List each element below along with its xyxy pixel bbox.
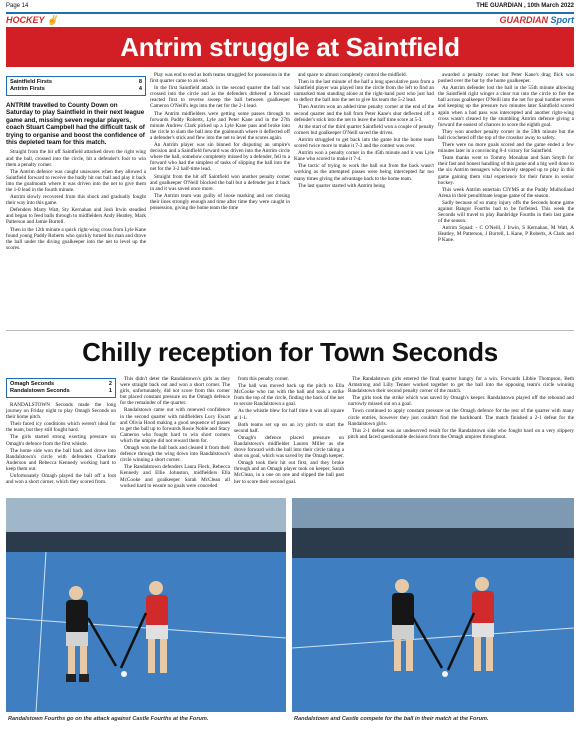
paragraph: and space to almost completely control the midfield. bbox=[298, 72, 407, 78]
paragraph: The Randalstown defenders Laura Fleck, Rebecca Kennedy and Ellie Johnston, midfielders Ella McCooke and goalkeeper Sarah McClean all worked hard to ensure no goals were conceded bbox=[120, 464, 230, 489]
headline-antrim: Antrim struggle at Saintfield bbox=[6, 27, 574, 67]
paragraph: Antrim struggled to get back into the game but the home team scored twice more to make it 7-3 and the contest was over. bbox=[294, 136, 434, 150]
paragraph: Both teams set up on an icy pitch to start the second half. bbox=[234, 421, 344, 434]
article1-lead: ANTRIM travelled to County Down on Saturday to play Saintfield in their next league game and, missing seven regular players, coach Stuart Campbell had the difficult task of trying to organise and boost the confidence of this depleted team for this match. bbox=[6, 102, 145, 147]
paragraph: They won another penalty corner in the 59th minute but the ball ricocheted off the top of the crossbar away to safety. bbox=[438, 128, 574, 141]
score-box: Saintfield Firsts 8 Antrim Firsts 4 bbox=[6, 76, 146, 96]
article2-column-1 bbox=[6, 376, 116, 498]
caption-photo-1: Randalstown Fourths go on the attack against Castle Fourths at the Forum. bbox=[8, 716, 209, 722]
paragraph: The ball was moved back up the pitch to Ella McCooke who ran with the ball and took a strike from the top of the circle, finding the back of the net to secure Randalstown a goal. bbox=[234, 383, 344, 408]
article-antrim bbox=[6, 72, 574, 322]
paragraph: Then in the last minute of the half a long speculative pass from a Saintfield player was played into the circle from the left to find an unmarked man standing alone at the right-hand post who just had to deflect the ball into the net to give his team the 5-2 lead. bbox=[294, 79, 434, 104]
guardian-sport-logo: GUARDIAN Sport bbox=[499, 15, 574, 25]
paragraph: Town continued to apply constant pressure on the Omagh defence for the rest of the quarter with many circle entries, however they just couldn't find the backboard. The match finished a 2-1 defeat for the Randalstown girls. bbox=[348, 408, 574, 427]
paragraph: The Antrim defence was caught unawares when they allowed a Saintfield forward to receive the badly hit out ball and play it back into the goalmouth where it was driven into the net to give them the 1-0 lead in the fourth minute. bbox=[6, 168, 146, 193]
paragraph: This didn't deter the Randalstown's girls as they were straight back out and won a short corner. The girls, unfortunately, did not score from this corner but placed constant pressure on the Omagh defence for the remainder of the quarter. bbox=[120, 376, 230, 407]
paragraph: Straight from the hit off Saintfield attacked down the right wing and the ball, crossed into the circle, hit a defender's foot to win them a penalty corner. bbox=[6, 149, 146, 168]
photo-hockey-attack bbox=[6, 498, 286, 712]
paragraph: The girls took the strike which was saved by Omagh's keeper. Randalstown played off the rebound and narrowly missed out on a goal. bbox=[348, 395, 574, 408]
paragraph: Antrim Squad: - C O'Neill, J Irwin, S Kernahan, M Watt, A Heatley, M Patterson, J Burrell, L Kane, P Roberts, A Clark and P Kane. bbox=[438, 225, 574, 244]
article2-column-2 bbox=[120, 376, 230, 498]
paragraph: Omagh's defence placed pressure on Randalstown's midfielder Lauren Miller as she drove forward with the ball into their circle taking a shot on goal, which was saved by the Omagh keeper. bbox=[234, 434, 344, 460]
hockey-logo: HOCKEY ✌ bbox=[6, 15, 59, 25]
paragraph: Play was end to end as both teams struggled for possession in the first quarter came to an end. bbox=[150, 72, 290, 85]
paragraph: Randalstown came out with renewed confidence in the second quarter with midfielders Lucy Ewart and Olivia Hood making a good sequence of passes to get the ball up to forwards Rosie Noble and Stacy Cameron who fought hard to win short corners which the umpire did not reward them for. bbox=[120, 407, 230, 444]
article1-column-4 bbox=[438, 72, 574, 322]
page-number: Page 14 bbox=[6, 3, 29, 9]
photo-hockey-compete bbox=[292, 498, 574, 712]
article-town-seconds bbox=[6, 376, 574, 496]
section-divider bbox=[6, 330, 574, 331]
paragraph: Omagh took their hit out first, and they broke through and an Omagh player took on keeper, Sarah McClean, in a one on one and slipped the ball past her to score their second goal. bbox=[234, 460, 344, 485]
score-box-2: Omagh Seconds 2 Randalstown Seconds 1 bbox=[6, 378, 116, 398]
paragraph: RANDALSTOWN Seconds made the long journey on Friday night to play Omagh Seconds on their home pitch. bbox=[6, 402, 116, 421]
paragraph: An Antrim defender lost the ball in the 55th minute allowing the Saintfield right winger a clear run into the circle to fire the ball across goalkeeper O'Neill into the net for goal number seven and keeping up the pressure two minutes later Saintfield scored again when a bad pass was intercepted and another right-wing cross wasn't cleared by the stumbling Antrim defence giving a forward the easiest of chances to score the eighth goal. bbox=[438, 85, 574, 128]
paragraph: The last quarter started with Antrim being bbox=[298, 182, 386, 189]
photo-hockey-compete-image bbox=[292, 498, 574, 712]
paragraph: Straight from the hit off Saintfield won another penalty corner and goalkeeper O'Neill blocked the ball but a defender put it back in and it was saved once more. bbox=[150, 173, 290, 192]
article2-column-3 bbox=[234, 376, 344, 498]
paragraph: This 2-1 defeat was an undeserved result for the Randalstown side who fought hard on a very slippery pitch and faced questionable decisions from the Omagh umpires throughout. bbox=[348, 427, 574, 440]
paragraph: from this penalty corner. bbox=[238, 376, 289, 382]
paragraph: The Antrim midfielders were getting some passes through to forwards Paddy Roberts, Lyle and Peter Kane and in the 27th minute Andrew Clark picked up a Lyle Kane pass and broke into the circle to slam the ball into the goalmouth where it deflected off a defender's stick and flew into the net to level the scores again. bbox=[150, 110, 290, 141]
paragraph: There were no more goals scored and the game ended a few minutes later in a convincing 8-4 victory for Saintfield. bbox=[438, 142, 574, 155]
article2-column-4 bbox=[348, 376, 574, 498]
paragraph: Defenders Marty Watt, Sty Kernahan and Josh Irwin steadied and began to feed balls through to midfielders Andy Heatley, Mark Patterson and Jamie Burrell. bbox=[6, 207, 146, 226]
paragraph: Antrim slowly recovered from this shock and gradually fought their way into this game. bbox=[6, 194, 146, 207]
paragraph: At the start of the third quarter Saintfield won a couple of penalty corners but goalkeeper O'Neill saved the drives. bbox=[294, 123, 434, 136]
paragraph: Sadly because of so many injury offs the Seconds home game against Bangor Fourths had to be forfeited. This week the Seconds will travel to play Banbridge Fourths in their last game of the season. bbox=[438, 199, 574, 225]
paragraph: The Antrim team was guilty of loose marking and not closing their lines strongly enough and time after time they were caught in possession, giving the home team the time bbox=[150, 192, 290, 211]
paragraph: Their faced icy conditions which weren't ideal for the team, but they still fought hard. bbox=[6, 421, 116, 434]
paragraph: The tactic of trying to work the ball out from the back wasn't working as the attempted passes were being intercepted far too many times giving the advantage back to the home team. bbox=[294, 163, 434, 182]
paragraph: Team thanks went to Tommy Monahan and Sam Smyth for their fast and honest handling of this game and a big well done to the six Antrim teenagers who bravely stepped up to play in this game gaining them vital experience for their future in senior hockey. bbox=[438, 155, 574, 186]
paragraph: In the first Saintfield attack in the second quarter the ball was crossed into the circle and as the defenders dithered a forward reacted first to reverse sweep the ball between goalkeeper Cameron O'Neill's legs into the net for the 2-1 lead. bbox=[150, 85, 290, 110]
paragraph: Omagh won the ball back and cleared it from their defence through the wing down into Randalstown's circle winning a short corner. bbox=[120, 445, 230, 464]
caption-photo-2: Randalstown and Castle compete for the ball in their match at the Forum. bbox=[294, 716, 489, 722]
paragraph: This week Antrim entertain CIYMS at the Paddy Mulholland Arena in their penultimate league game of the season. bbox=[438, 186, 574, 199]
photo-hockey-attack-image bbox=[6, 498, 286, 712]
article1-column-2 bbox=[150, 72, 290, 322]
paragraph: Unfortunately Omagh played the ball off a foot and won a short corner, which they scored from. bbox=[6, 473, 116, 486]
paragraph: awarded a penalty corner but Peter Kane's drag flick was pushed over the bar by the home goalkeeper. bbox=[438, 72, 574, 85]
publication-date: THE GUARDIAN , 10th March 2022 bbox=[476, 3, 574, 9]
section-bar bbox=[6, 12, 574, 24]
article1-column-1 bbox=[6, 72, 146, 322]
paragraph: Then Antrim won an added time penalty corner at the end of the second quarter and the ball from Peter Kane's shot deflected off a defender's stick into the net to leave the half time score at 5-3. bbox=[294, 104, 434, 123]
paragraph: The home side won the ball back and drove into Randalstown's circle with defenders Charlotte Anderson and Rebecca Kennedy working hard to keep them out. bbox=[6, 447, 116, 472]
page-topline bbox=[6, 3, 574, 12]
article1-column-3 bbox=[294, 72, 434, 322]
hockey-stick-icon: ✌ bbox=[46, 15, 59, 25]
paragraph: An Antrim player was sin binned for disputing an umpire's decision and a Saintfield forward was driven into the Antrim circle where the ball, somehow completely missed by a defender, fell to a forward who had the simplest of tasks of slipping the ball into the net for the 3-2 half-time lead. bbox=[150, 142, 290, 173]
paragraph: Antrim won a penalty corner in the 45th minute and it was Lyle Kane who scored to make it 7-4. bbox=[294, 150, 434, 163]
paragraph: The Randalstown girls entered the final quarter hungry for a win. Forwards Libbie Thompson, Beth Armstrong and Lilly Tenner worked together to get the ball into the opposing team's circle winning Randalstown their second penalty corner of the match. bbox=[348, 376, 574, 395]
paragraph: As the whistle blew for half time it was all square at 1-1. bbox=[234, 408, 344, 421]
paragraph: The girls started strong exerting pressure on Omagh's defence from the first whistle. bbox=[6, 434, 116, 447]
paragraph: Then in the 12th minute a quick right-wing cross from Lyle Kane found young Paddy Roberts who quickly turned his man and drove the ball under the diving goalkeeper into the net to level up the scores. bbox=[6, 226, 146, 251]
headline-town-seconds: Chilly reception for Town Seconds bbox=[82, 337, 498, 367]
